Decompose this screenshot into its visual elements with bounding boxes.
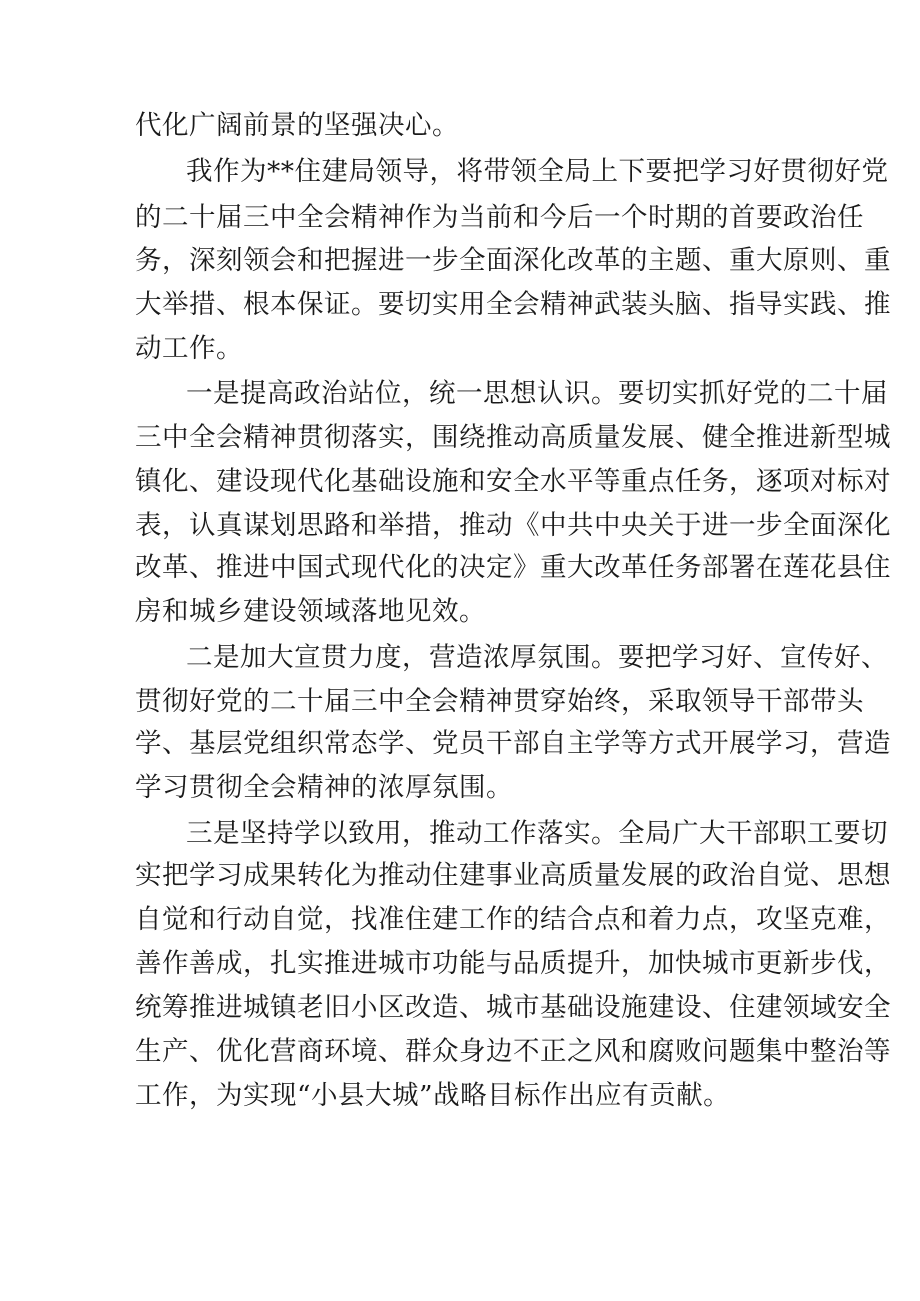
text-line-9: 镇化、建设现代化基础设施和安全水平等重点任务，逐项对标对 [135, 466, 891, 497]
text-line-2: 我作为**住建局领导，将带领全局上下要把学习好贯彻好党 [186, 156, 889, 187]
text-line-17: 三是坚持学以致用，推动工作落实。全局广大干部职工要切 [186, 818, 888, 849]
text-line-7: 一是提高政治站位，统一思想认识。要切实抓好党的二十届 [186, 378, 888, 409]
text-line-13: 二是加大宣贯力度，营造浓厚氛围。要把学习好、宣传好、 [186, 642, 888, 673]
text-line-10: 表，认真谋划思路和举措，推动《中共中央关于进一步全面深化 [135, 510, 891, 541]
text-line-6: 动工作。 [135, 333, 243, 364]
text-line-3: 的二十届三中全会精神作为当前和今后一个时期的首要政治任 [135, 202, 864, 233]
text-line-22: 生产、优化营商环境、群众身边不正之风和腐败问题集中整治等 [135, 1036, 891, 1067]
text-line-15: 学、基层党组织常态学、党员干部自主学等方式开展学习，营造 [135, 728, 891, 759]
text-line-11: 改革、推进中国式现代化的决定》重大改革任务部署在莲花县住 [135, 552, 891, 583]
text-line-19: 自觉和行动自觉，找准住建工作的结合点和着力点，攻坚克难， [135, 904, 891, 935]
text-line-14: 贯彻好党的二十届三中全会精神贯穿始终，采取领导干部带头 [135, 686, 864, 717]
text-line-12: 房和城乡建设领域落地见效。 [135, 596, 486, 627]
text-line-4: 务，深刻领会和把握进一步全面深化改革的主题、重大原则、重 [135, 245, 891, 276]
text-line-16: 学习贯彻全会精神的浓厚氛围。 [135, 772, 513, 803]
text-line-23: 工作，为实现“小县大城”战略目标作出应有贡献。 [135, 1080, 731, 1111]
text-line-18: 实把学习成果转化为推动住建事业高质量发展的政治自觉、思想 [135, 860, 891, 891]
text-line-21: 统筹推进城镇老旧小区改造、城市基础设施建设、住建领域安全 [135, 992, 891, 1023]
text-line-5: 大举措、根本保证。要切实用全会精神武装头脑、指导实践、推 [135, 289, 891, 320]
text-line-8: 三中全会精神贯彻落实，围绕推动高质量发展、健全推进新型城 [135, 422, 891, 453]
text-line-1: 代化广阔前景的坚强决心。 [135, 110, 459, 141]
text-line-20: 善作善成，扎实推进城市功能与品质提升，加快城市更新步伐， [135, 948, 891, 979]
